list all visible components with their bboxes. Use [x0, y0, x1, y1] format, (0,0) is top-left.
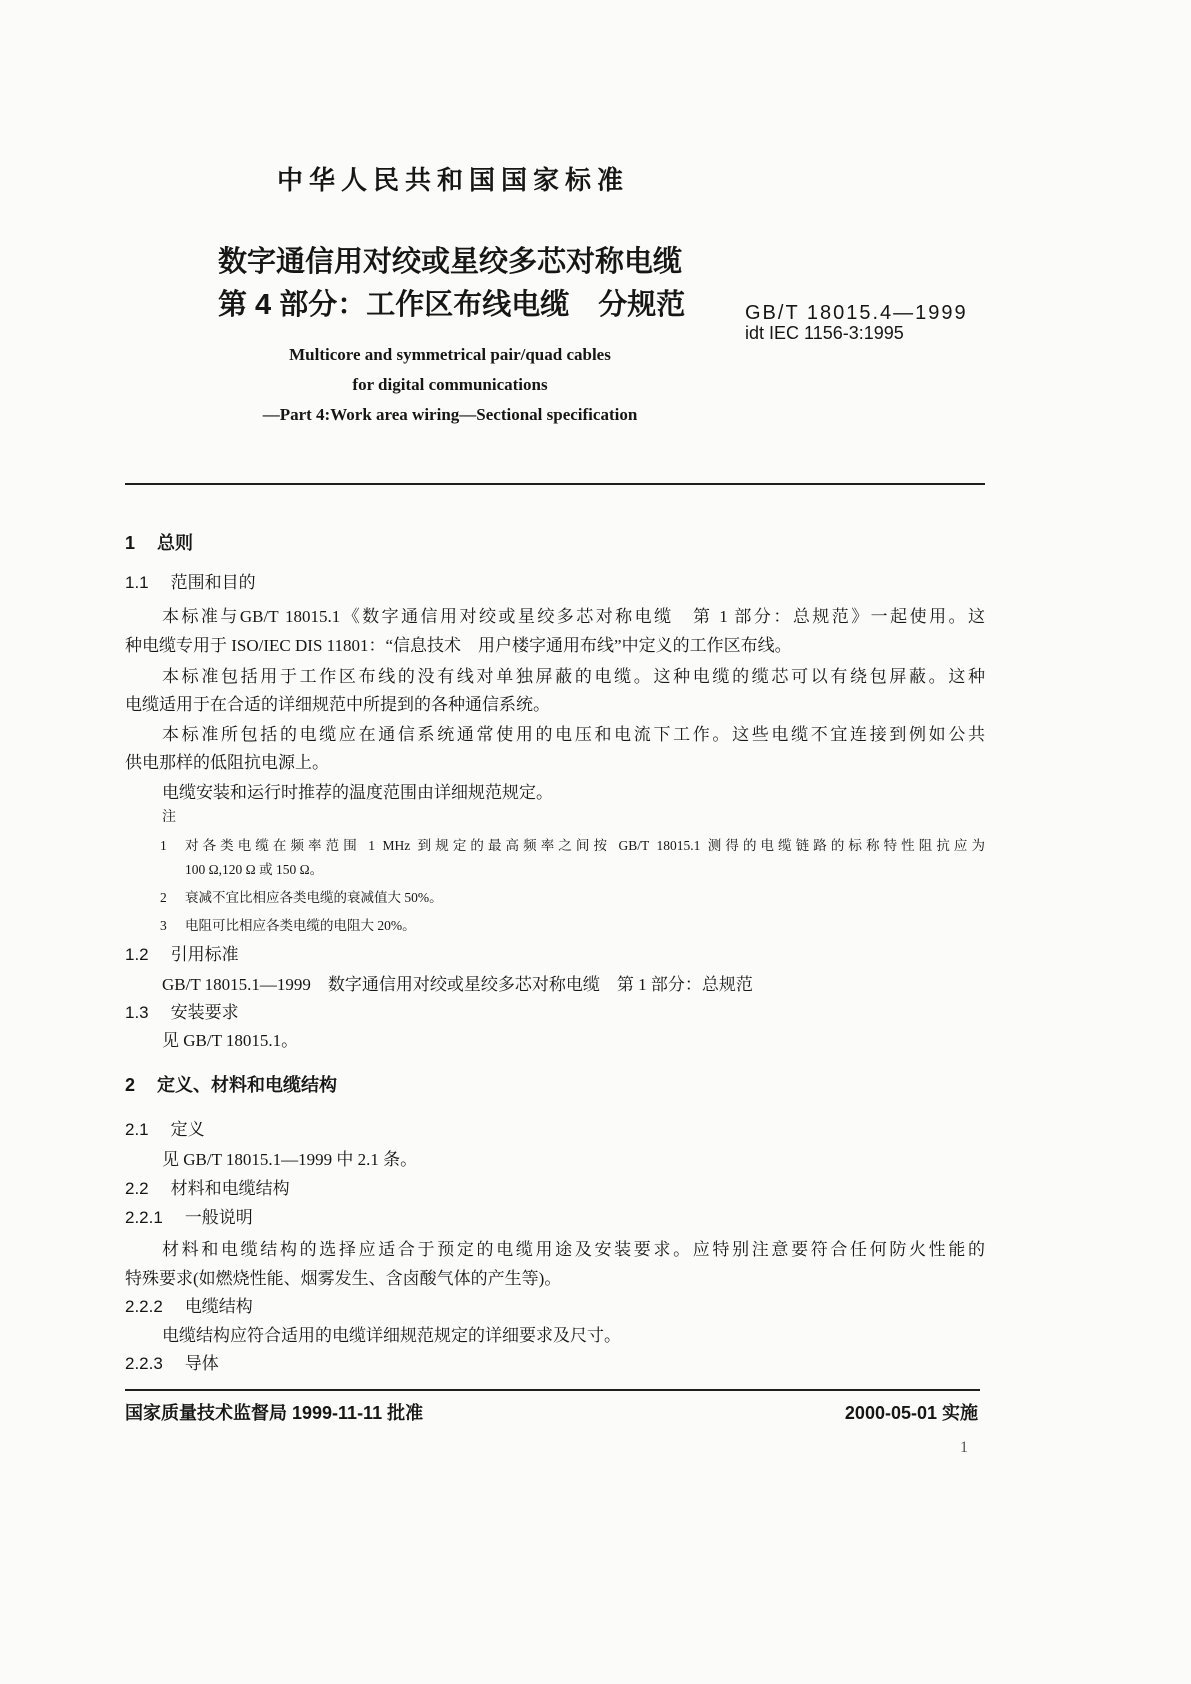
title-zh-line-1: 数字通信用对绞或星绞多芯对称电缆: [218, 246, 683, 278]
section-title: 总则: [157, 533, 194, 553]
section-2-2-heading: [125, 1177, 290, 1201]
section-1-2-heading: [125, 943, 239, 967]
title-en-line-1: Multicore and symmetrical pair/quad cables: [289, 345, 611, 364]
section-title: 材料和电缆结构: [170, 1179, 290, 1198]
section-1-heading: [125, 531, 193, 555]
section-number: 1: [125, 533, 136, 553]
header-divider: [125, 483, 985, 485]
note-item-3: [160, 916, 416, 936]
implementation-date: 2000-05-01 实施: [844, 1403, 978, 1423]
section-2-heading: [125, 1073, 337, 1097]
section-2-2-1-heading: [125, 1206, 253, 1230]
section-number: 1.1: [125, 573, 149, 592]
note-text: 衰减不宜比相应各类电缆的衰减值大 50%。: [185, 890, 443, 905]
section-number: 2.2.3: [125, 1354, 163, 1373]
standard-number: GB/T 18015.4—1999: [745, 302, 968, 324]
section-title: 范围和目的: [170, 573, 256, 592]
title-zh-line-2: 第 4 部分：工作区布线电缆 分规范: [218, 289, 686, 321]
paragraph-line: 特殊要求(如燃烧性能、烟雾发生、含卤酸气体的产生等)。: [125, 1269, 562, 1288]
section-2-2-2-heading: [125, 1295, 253, 1319]
page-number: 1: [960, 1439, 968, 1456]
note-item-1: [160, 836, 985, 856]
note-text: 电阻可比相应各类电缆的电阻大 20%。: [185, 918, 416, 933]
paragraph-line: 电缆安装和运行时推荐的温度范围由详细规范规定。: [162, 783, 553, 802]
footer-divider: [125, 1389, 980, 1391]
note-item-2: [160, 888, 443, 908]
paragraph-line: 种电缆专用于 ISO/IEC DIS 11801：“信息技术 用户楼字通用布线”中定义的工作区布线。: [125, 636, 792, 655]
note-number: 3: [160, 918, 167, 933]
title-en-line-3: —Part 4:Work area wiring—Sectional specification: [262, 405, 638, 424]
paragraph-line: 见 GB/T 18015.1。: [162, 1031, 299, 1050]
section-title: 导体: [184, 1354, 219, 1373]
section-2-2-3-heading: [125, 1352, 219, 1376]
approval-date: 国家质量技术监督局 1999-11-11 批准: [125, 1403, 424, 1423]
section-1-1-heading: [125, 571, 256, 595]
paragraph-line: 电缆适用于在合适的详细规范中所提到的各种通信系统。: [125, 695, 550, 714]
section-title: 引用标准: [170, 945, 239, 964]
section-number: 2.2.1: [125, 1208, 163, 1227]
paragraph-line: 材料和电缆结构的选择应适合于预定的电缆用途及安装要求。应特别注意要符合任何防火性能的: [162, 1240, 985, 1259]
section-title: 定义: [170, 1120, 205, 1139]
paragraph-line: 电缆结构应符合适用的电缆详细规范规定的详细要求及尺寸。: [162, 1326, 621, 1345]
section-number: 1.3: [125, 1003, 149, 1022]
section-number: 2.2: [125, 1179, 149, 1198]
note-number: 2: [160, 890, 167, 905]
section-number: 1.2: [125, 945, 149, 964]
national-standard-heading: 中华人民共和国国家标准: [277, 165, 630, 195]
note-text-continued: 100 Ω,120 Ω 或 150 Ω。: [185, 862, 324, 877]
paragraph-line: 本标准与GB/T 18015.1《数字通信用对绞或星绞多芯对称电缆 第 1 部分：总规范》一起使用。这: [162, 607, 985, 626]
title-en: [150, 340, 750, 430]
section-number: 2: [125, 1075, 136, 1095]
paragraph-line: 供电那样的低阻抗电源上。: [125, 753, 329, 772]
section-number: 2.1: [125, 1120, 149, 1139]
section-1-3-heading: [125, 1001, 239, 1025]
paragraph-line: 本标准包括用于工作区布线的没有线对单独屏蔽的电缆。这种电缆的缆芯可以有绕包屏蔽。这种: [162, 667, 985, 686]
note-text: 对各类电缆在频率范围 1 MHz 到规定的最高频率之间按 GB/T 18015.1 测得的电缆链路的标称特性阻抗应为: [185, 838, 985, 853]
section-title: 电缆结构: [184, 1297, 253, 1316]
section-title: 一般说明: [184, 1208, 253, 1227]
note-number: 1: [160, 838, 167, 853]
section-title: 定义、材料和电缆结构: [157, 1075, 338, 1095]
paragraph-line: 见 GB/T 18015.1—1999 中 2.1 条。: [162, 1150, 418, 1169]
section-title: 安装要求: [170, 1003, 239, 1022]
section-number: 2.2.2: [125, 1297, 163, 1316]
iec-equivalence: idt IEC 1156-3:1995: [745, 323, 904, 343]
note-label: 注: [162, 810, 176, 825]
normative-reference: GB/T 18015.1—1999 数字通信用对绞或星绞多芯对称电缆 第 1 部分：总规范: [162, 975, 753, 994]
title-en-line-2: for digital communications: [352, 375, 548, 394]
paragraph-line: 本标准所包括的电缆应在通信系统通常使用的电压和电流下工作。这些电缆不宜连接到例如公共: [162, 725, 985, 744]
section-2-1-heading: [125, 1118, 205, 1142]
